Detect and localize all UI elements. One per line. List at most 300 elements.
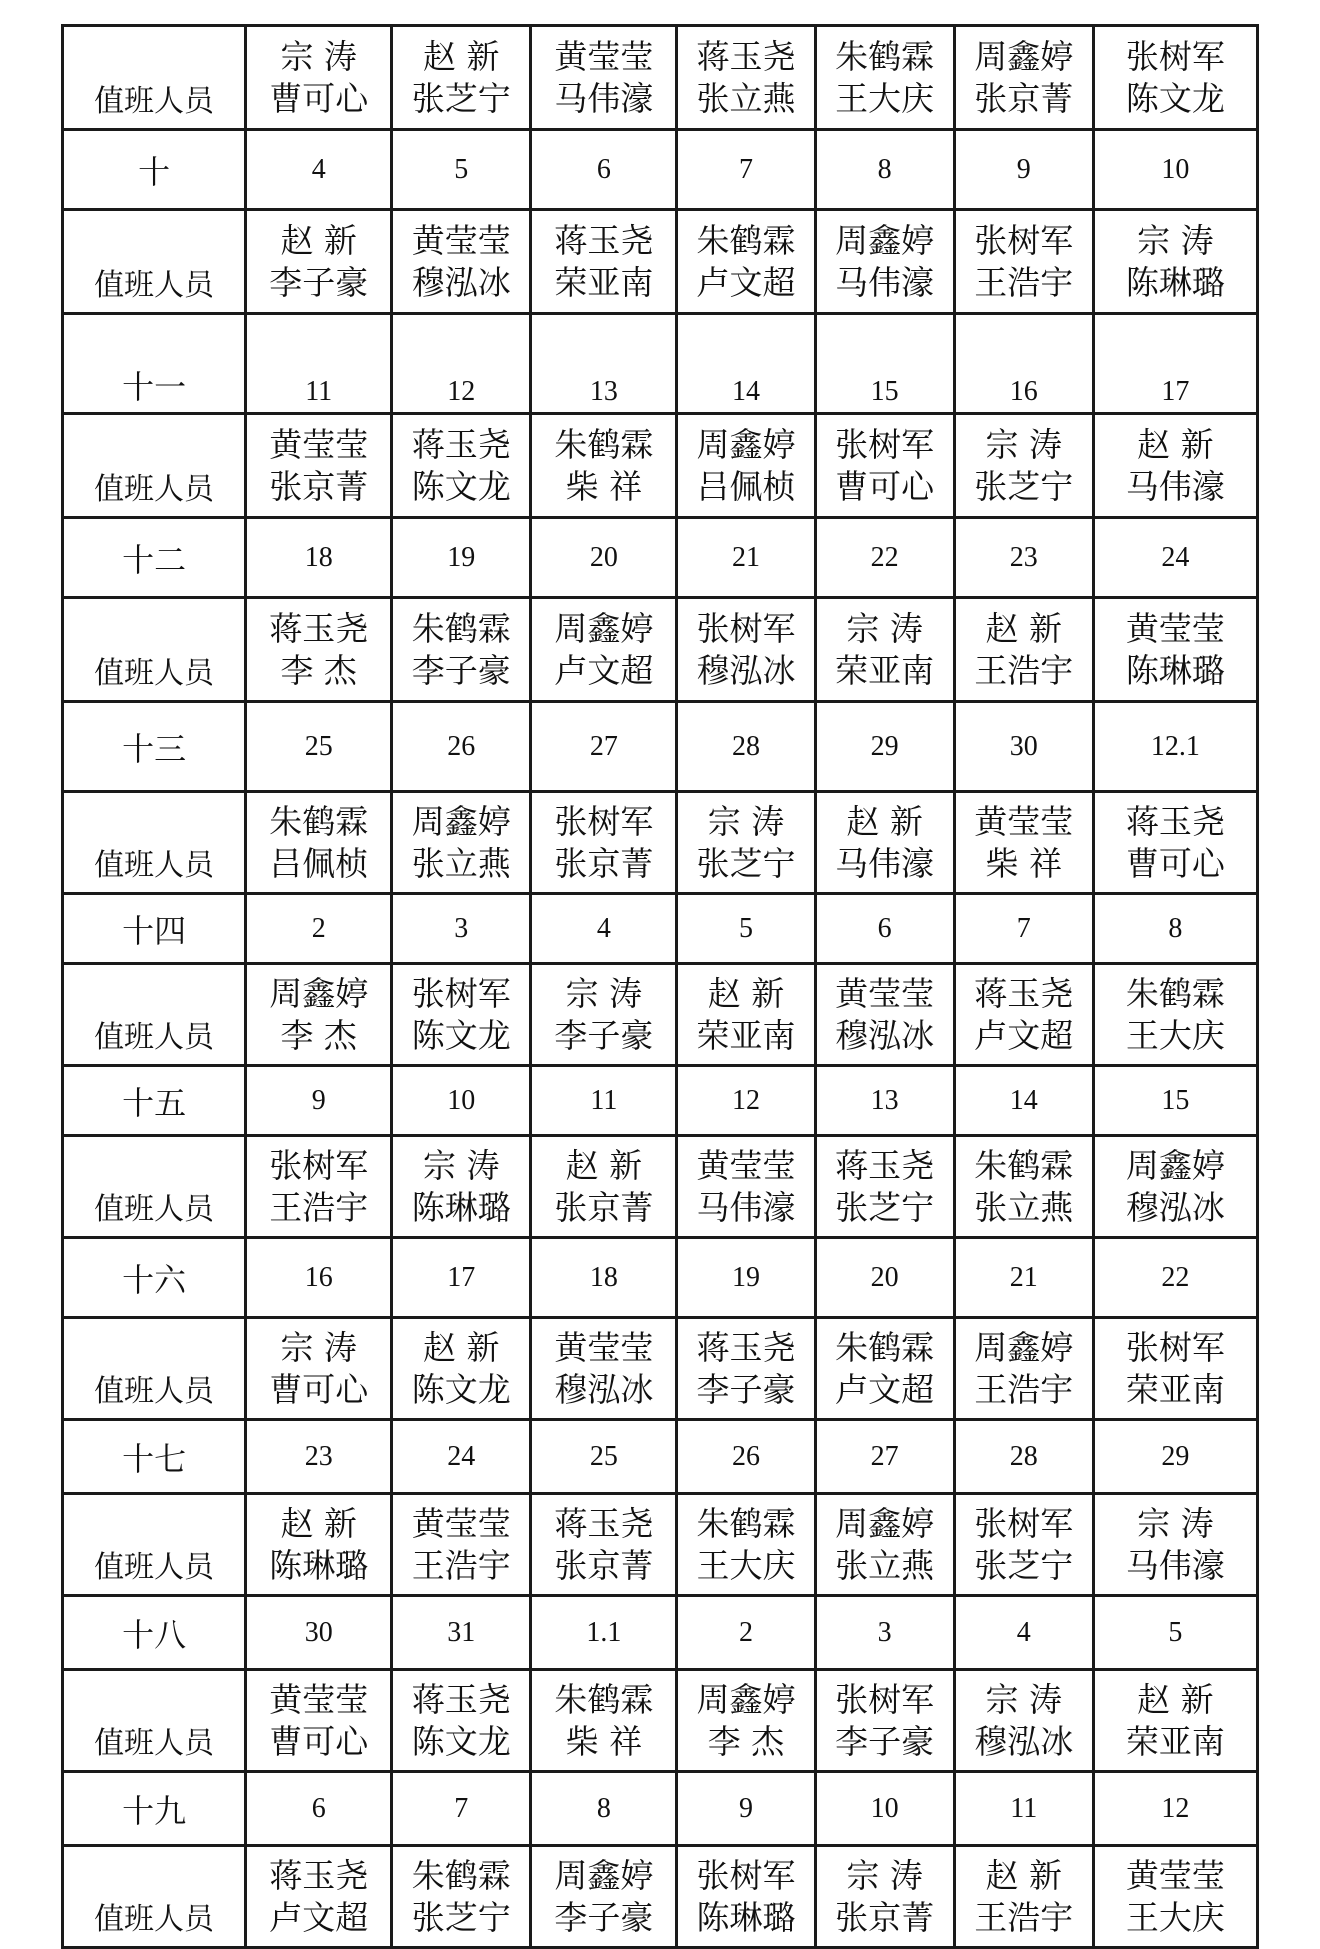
week-number: 十四 bbox=[63, 894, 246, 964]
week-dates-row bbox=[63, 130, 1258, 210]
staff-name: 李 杰 bbox=[280, 650, 357, 690]
staff-name: 荣亚南 bbox=[1125, 1369, 1225, 1409]
staff-name: 李 杰 bbox=[707, 1721, 785, 1761]
duty-names-cell bbox=[1093, 1846, 1257, 1948]
staff-name: 吕佩桢 bbox=[269, 843, 369, 883]
staff-name: 李子豪 bbox=[835, 1721, 935, 1761]
date-cell: 28 bbox=[677, 702, 815, 792]
staff-name: 穆泓冰 bbox=[835, 1015, 935, 1055]
staff-name: 穆泓冰 bbox=[411, 262, 511, 302]
staff-name: 黄莹莹 bbox=[269, 424, 369, 464]
duty-staff-label: 值班人员 bbox=[63, 964, 246, 1066]
week-number: 十二 bbox=[63, 518, 246, 598]
duty-names-cell bbox=[1093, 598, 1257, 702]
staff-name: 卢文超 bbox=[554, 650, 654, 690]
date-cell: 8 bbox=[531, 1772, 677, 1846]
duty-names-cell bbox=[954, 210, 1093, 314]
duty-names-cell bbox=[1093, 1136, 1257, 1238]
staff-name: 宗 涛 bbox=[280, 36, 357, 76]
staff-name: 陈琳璐 bbox=[269, 1545, 369, 1585]
date-cell: 12.1 bbox=[1093, 702, 1257, 792]
date-cell: 20 bbox=[815, 1238, 954, 1318]
duty-names-cell bbox=[954, 1846, 1093, 1948]
staff-name: 朱鹤霖 bbox=[696, 1503, 796, 1543]
duty-names-cell bbox=[392, 1494, 531, 1596]
staff-name: 黄莹莹 bbox=[554, 1327, 654, 1367]
staff-name: 朱鹤霖 bbox=[269, 801, 369, 841]
duty-staff-label: 值班人员 bbox=[63, 1136, 246, 1238]
date-cell: 29 bbox=[815, 702, 954, 792]
duty-names-cell bbox=[1093, 1670, 1257, 1772]
duty-names-cell bbox=[531, 964, 677, 1066]
week-number: 十三 bbox=[63, 702, 246, 792]
duty-names-cell bbox=[246, 1846, 392, 1948]
date-cell: 10 bbox=[392, 1066, 531, 1136]
staff-name: 张京菁 bbox=[269, 466, 369, 506]
staff-name: 周鑫婷 bbox=[411, 801, 511, 841]
date-cell: 30 bbox=[954, 702, 1093, 792]
staff-name: 张芝宁 bbox=[411, 78, 511, 118]
duty-names-cell bbox=[392, 964, 531, 1066]
date-cell: 15 bbox=[815, 314, 954, 414]
roster-body bbox=[63, 26, 1258, 1948]
date-cell: 3 bbox=[815, 1596, 954, 1670]
duty-names-cell bbox=[815, 598, 954, 702]
date-cell: 26 bbox=[392, 702, 531, 792]
staff-name: 赵 新 bbox=[280, 1503, 357, 1543]
staff-name: 李子豪 bbox=[554, 1897, 654, 1937]
date-cell: 23 bbox=[246, 1420, 392, 1494]
staff-name: 张树军 bbox=[1125, 1327, 1225, 1367]
date-cell: 27 bbox=[531, 702, 677, 792]
date-cell: 21 bbox=[677, 518, 815, 598]
duty-names-cell bbox=[246, 1136, 392, 1238]
week-dates-row bbox=[63, 1420, 1258, 1494]
date-cell: 25 bbox=[531, 1420, 677, 1494]
date-cell: 12 bbox=[677, 1066, 815, 1136]
staff-name: 张芝宁 bbox=[835, 1187, 935, 1227]
week-dates-row bbox=[63, 1238, 1258, 1318]
duty-names-cell bbox=[246, 1670, 392, 1772]
staff-name: 穆泓冰 bbox=[554, 1369, 654, 1409]
staff-name: 马伟濠 bbox=[835, 262, 935, 302]
week-number: 十 bbox=[63, 130, 246, 210]
duty-staff-label: 值班人员 bbox=[63, 598, 246, 702]
duty-names-cell bbox=[1093, 792, 1257, 894]
date-cell: 8 bbox=[1093, 894, 1257, 964]
staff-name: 赵 新 bbox=[846, 801, 923, 841]
staff-name: 赵 新 bbox=[985, 1855, 1062, 1895]
staff-name: 宗 涛 bbox=[1137, 220, 1214, 260]
staff-name: 曹可心 bbox=[269, 1369, 369, 1409]
duty-names-cell bbox=[392, 792, 531, 894]
duty-names-cell bbox=[246, 792, 392, 894]
staff-name: 朱鹤霖 bbox=[411, 608, 511, 648]
duty-names-row bbox=[63, 414, 1258, 518]
staff-name: 张芝宁 bbox=[411, 1897, 511, 1937]
duty-names-cell bbox=[677, 1136, 815, 1238]
date-cell: 5 bbox=[392, 130, 531, 210]
staff-name: 马伟濠 bbox=[1125, 1545, 1225, 1585]
staff-name: 陈琳璐 bbox=[411, 1187, 511, 1227]
duty-staff-label: 值班人员 bbox=[63, 792, 246, 894]
staff-name: 张树军 bbox=[411, 973, 511, 1013]
date-cell: 24 bbox=[392, 1420, 531, 1494]
duty-names-cell bbox=[954, 598, 1093, 702]
staff-name: 黄莹莹 bbox=[411, 220, 511, 260]
date-cell: 3 bbox=[392, 894, 531, 964]
staff-name: 陈琳璐 bbox=[1125, 262, 1225, 302]
staff-name: 李 杰 bbox=[280, 1015, 357, 1055]
week-dates-row bbox=[63, 518, 1258, 598]
duty-names-row bbox=[63, 210, 1258, 314]
staff-name: 陈琳璐 bbox=[696, 1897, 796, 1937]
staff-name: 张京菁 bbox=[835, 1897, 935, 1937]
staff-name: 朱鹤霖 bbox=[835, 1327, 935, 1367]
staff-name: 赵 新 bbox=[985, 608, 1062, 648]
duty-staff-label: 值班人员 bbox=[63, 26, 246, 130]
duty-names-cell bbox=[815, 414, 954, 518]
date-cell: 28 bbox=[954, 1420, 1093, 1494]
staff-name: 李子豪 bbox=[269, 262, 369, 302]
date-cell: 16 bbox=[954, 314, 1093, 414]
date-cell: 21 bbox=[954, 1238, 1093, 1318]
date-cell: 12 bbox=[1093, 1772, 1257, 1846]
date-cell: 5 bbox=[1093, 1596, 1257, 1670]
staff-name: 宗 涛 bbox=[707, 801, 785, 841]
duty-staff-label: 值班人员 bbox=[63, 210, 246, 314]
staff-name: 王大庆 bbox=[1125, 1897, 1225, 1937]
staff-name: 马伟濠 bbox=[1125, 466, 1225, 506]
staff-name: 张芝宁 bbox=[974, 1545, 1074, 1585]
date-cell: 6 bbox=[815, 894, 954, 964]
staff-name: 陈文龙 bbox=[1125, 78, 1225, 118]
staff-name: 周鑫婷 bbox=[554, 1855, 654, 1895]
staff-name: 王大庆 bbox=[835, 78, 935, 118]
duty-names-row bbox=[63, 598, 1258, 702]
date-cell: 19 bbox=[392, 518, 531, 598]
staff-name: 朱鹤霖 bbox=[1125, 973, 1225, 1013]
duty-names-cell bbox=[531, 414, 677, 518]
staff-name: 蒋玉尧 bbox=[269, 1855, 369, 1895]
staff-name: 曹可心 bbox=[835, 466, 935, 506]
duty-names-cell bbox=[531, 1318, 677, 1420]
date-cell: 22 bbox=[815, 518, 954, 598]
duty-staff-label: 值班人员 bbox=[63, 414, 246, 518]
staff-name: 王浩宇 bbox=[974, 1897, 1074, 1937]
staff-name: 蒋玉尧 bbox=[554, 220, 654, 260]
duty-names-cell bbox=[677, 1846, 815, 1948]
duty-names-cell bbox=[954, 964, 1093, 1066]
date-cell: 8 bbox=[815, 130, 954, 210]
date-cell: 25 bbox=[246, 702, 392, 792]
staff-name: 蒋玉尧 bbox=[974, 973, 1074, 1013]
staff-name: 周鑫婷 bbox=[1125, 1145, 1225, 1185]
duty-names-cell bbox=[677, 1494, 815, 1596]
duty-names-cell bbox=[677, 964, 815, 1066]
week-number: 十六 bbox=[63, 1238, 246, 1318]
duty-names-cell bbox=[677, 1670, 815, 1772]
week-dates-row bbox=[63, 314, 1258, 414]
date-cell: 10 bbox=[1093, 130, 1257, 210]
staff-name: 黄莹莹 bbox=[835, 973, 935, 1013]
duty-names-cell bbox=[392, 1136, 531, 1238]
date-cell: 4 bbox=[954, 1596, 1093, 1670]
date-cell: 1.1 bbox=[531, 1596, 677, 1670]
duty-names-cell bbox=[392, 1318, 531, 1420]
staff-name: 柴 祥 bbox=[565, 1721, 643, 1761]
staff-name: 朱鹤霖 bbox=[411, 1855, 511, 1895]
staff-name: 陈文龙 bbox=[411, 1369, 511, 1409]
duty-roster-table bbox=[61, 24, 1259, 1949]
staff-name: 陈文龙 bbox=[411, 1721, 511, 1761]
duty-names-cell bbox=[392, 1846, 531, 1948]
duty-names-cell bbox=[531, 1846, 677, 1948]
staff-name: 李子豪 bbox=[554, 1015, 654, 1055]
staff-name: 赵 新 bbox=[1137, 1679, 1214, 1719]
week-number: 十八 bbox=[63, 1596, 246, 1670]
duty-names-row bbox=[63, 964, 1258, 1066]
duty-names-cell bbox=[954, 792, 1093, 894]
staff-name: 赵 新 bbox=[1137, 424, 1214, 464]
date-cell: 30 bbox=[246, 1596, 392, 1670]
date-cell: 31 bbox=[392, 1596, 531, 1670]
duty-names-cell bbox=[954, 414, 1093, 518]
duty-names-cell bbox=[246, 964, 392, 1066]
date-cell: 11 bbox=[246, 314, 392, 414]
duty-names-cell bbox=[246, 1494, 392, 1596]
staff-name: 荣亚南 bbox=[1125, 1721, 1225, 1761]
staff-name: 宗 涛 bbox=[846, 1855, 923, 1895]
staff-name: 张京菁 bbox=[554, 1545, 654, 1585]
staff-name: 张芝宁 bbox=[696, 843, 796, 883]
duty-names-cell bbox=[246, 210, 392, 314]
duty-names-cell bbox=[392, 598, 531, 702]
duty-names-cell bbox=[246, 598, 392, 702]
staff-name: 周鑫婷 bbox=[835, 1503, 935, 1543]
staff-name: 张芝宁 bbox=[974, 466, 1074, 506]
duty-names-cell bbox=[531, 1670, 677, 1772]
date-cell: 7 bbox=[677, 130, 815, 210]
duty-names-cell bbox=[392, 414, 531, 518]
staff-name: 蒋玉尧 bbox=[411, 1679, 511, 1719]
staff-name: 宗 涛 bbox=[846, 608, 923, 648]
date-cell: 12 bbox=[392, 314, 531, 414]
staff-name: 朱鹤霖 bbox=[554, 424, 654, 464]
staff-name: 张树军 bbox=[974, 220, 1074, 260]
date-cell: 6 bbox=[246, 1772, 392, 1846]
staff-name: 王浩宇 bbox=[411, 1545, 511, 1585]
staff-name: 张树军 bbox=[696, 608, 796, 648]
staff-name: 宗 涛 bbox=[1137, 1503, 1214, 1543]
staff-name: 王大庆 bbox=[696, 1545, 796, 1585]
duty-names-cell bbox=[954, 1670, 1093, 1772]
duty-names-cell bbox=[392, 26, 531, 130]
date-cell: 16 bbox=[246, 1238, 392, 1318]
staff-name: 穆泓冰 bbox=[696, 650, 796, 690]
staff-name: 卢文超 bbox=[696, 262, 796, 302]
week-dates-row bbox=[63, 702, 1258, 792]
duty-names-cell bbox=[1093, 26, 1257, 130]
staff-name: 李子豪 bbox=[696, 1369, 796, 1409]
staff-name: 宗 涛 bbox=[423, 1145, 500, 1185]
staff-name: 蒋玉尧 bbox=[269, 608, 369, 648]
staff-name: 黄莹莹 bbox=[269, 1679, 369, 1719]
staff-name: 荣亚南 bbox=[696, 1015, 796, 1055]
duty-names-cell bbox=[1093, 210, 1257, 314]
duty-names-cell bbox=[1093, 1318, 1257, 1420]
staff-name: 周鑫婷 bbox=[974, 36, 1074, 76]
duty-names-row bbox=[63, 26, 1258, 130]
staff-name: 黄莹莹 bbox=[1125, 608, 1225, 648]
duty-names-cell bbox=[677, 598, 815, 702]
staff-name: 张立燕 bbox=[411, 843, 511, 883]
duty-names-row bbox=[63, 1318, 1258, 1420]
staff-name: 蒋玉尧 bbox=[554, 1503, 654, 1543]
week-dates-row bbox=[63, 1066, 1258, 1136]
date-cell: 17 bbox=[1093, 314, 1257, 414]
staff-name: 黄莹莹 bbox=[1125, 1855, 1225, 1895]
date-cell: 13 bbox=[531, 314, 677, 414]
duty-names-cell bbox=[531, 1494, 677, 1596]
date-cell: 18 bbox=[246, 518, 392, 598]
date-cell: 4 bbox=[246, 130, 392, 210]
duty-names-cell bbox=[815, 1846, 954, 1948]
staff-name: 王浩宇 bbox=[269, 1187, 369, 1227]
date-cell: 14 bbox=[954, 1066, 1093, 1136]
staff-name: 曹可心 bbox=[269, 78, 369, 118]
duty-names-cell bbox=[677, 26, 815, 130]
date-cell: 9 bbox=[246, 1066, 392, 1136]
staff-name: 卢文超 bbox=[269, 1897, 369, 1937]
staff-name: 马伟濠 bbox=[835, 843, 935, 883]
duty-staff-label: 值班人员 bbox=[63, 1846, 246, 1948]
duty-names-cell bbox=[815, 792, 954, 894]
duty-names-cell bbox=[677, 210, 815, 314]
staff-name: 朱鹤霖 bbox=[696, 220, 796, 260]
date-cell: 26 bbox=[677, 1420, 815, 1494]
date-cell: 18 bbox=[531, 1238, 677, 1318]
duty-names-cell bbox=[954, 1136, 1093, 1238]
staff-name: 卢文超 bbox=[835, 1369, 935, 1409]
date-cell: 5 bbox=[677, 894, 815, 964]
staff-name: 王浩宇 bbox=[974, 262, 1074, 302]
week-dates-row bbox=[63, 1596, 1258, 1670]
staff-name: 柴 祥 bbox=[985, 843, 1062, 883]
duty-names-cell bbox=[815, 1494, 954, 1596]
week-dates-row bbox=[63, 894, 1258, 964]
duty-names-row bbox=[63, 1846, 1258, 1948]
date-cell: 9 bbox=[677, 1772, 815, 1846]
staff-name: 张树军 bbox=[554, 801, 654, 841]
date-cell: 6 bbox=[531, 130, 677, 210]
staff-name: 李子豪 bbox=[411, 650, 511, 690]
date-cell: 27 bbox=[815, 1420, 954, 1494]
staff-name: 柴 祥 bbox=[565, 466, 643, 506]
date-cell: 20 bbox=[531, 518, 677, 598]
duty-names-cell bbox=[677, 792, 815, 894]
staff-name: 马伟濠 bbox=[554, 78, 654, 118]
staff-name: 张树军 bbox=[974, 1503, 1074, 1543]
duty-names-cell bbox=[392, 1670, 531, 1772]
duty-names-cell bbox=[954, 1318, 1093, 1420]
date-cell: 7 bbox=[392, 1772, 531, 1846]
duty-names-cell bbox=[815, 210, 954, 314]
duty-names-cell bbox=[531, 598, 677, 702]
staff-name: 宗 涛 bbox=[985, 424, 1062, 464]
date-cell: 2 bbox=[677, 1596, 815, 1670]
staff-name: 王大庆 bbox=[1125, 1015, 1225, 1055]
week-number: 十一 bbox=[63, 314, 246, 414]
staff-name: 陈文龙 bbox=[411, 466, 511, 506]
staff-name: 赵 新 bbox=[423, 36, 500, 76]
staff-name: 张京菁 bbox=[554, 1187, 654, 1227]
duty-names-cell bbox=[815, 1318, 954, 1420]
duty-names-cell bbox=[531, 792, 677, 894]
staff-name: 蒋玉尧 bbox=[1125, 801, 1225, 841]
week-dates-row bbox=[63, 1772, 1258, 1846]
duty-names-cell bbox=[954, 26, 1093, 130]
week-number: 十五 bbox=[63, 1066, 246, 1136]
duty-names-cell bbox=[531, 1136, 677, 1238]
staff-name: 张立燕 bbox=[696, 78, 796, 118]
date-cell: 10 bbox=[815, 1772, 954, 1846]
staff-name: 赵 新 bbox=[280, 220, 357, 260]
staff-name: 张京菁 bbox=[554, 843, 654, 883]
staff-name: 张树军 bbox=[835, 424, 935, 464]
staff-name: 蒋玉尧 bbox=[696, 36, 796, 76]
date-cell: 4 bbox=[531, 894, 677, 964]
staff-name: 蒋玉尧 bbox=[696, 1327, 796, 1367]
staff-name: 赵 新 bbox=[423, 1327, 500, 1367]
duty-staff-label: 值班人员 bbox=[63, 1318, 246, 1420]
staff-name: 周鑫婷 bbox=[835, 220, 935, 260]
duty-names-cell bbox=[815, 26, 954, 130]
duty-names-cell bbox=[246, 414, 392, 518]
duty-names-row bbox=[63, 792, 1258, 894]
staff-name: 黄莹莹 bbox=[411, 1503, 511, 1543]
staff-name: 曹可心 bbox=[269, 1721, 369, 1761]
staff-name: 黄莹莹 bbox=[696, 1145, 796, 1185]
staff-name: 赵 新 bbox=[707, 973, 785, 1013]
staff-name: 吕佩桢 bbox=[696, 466, 796, 506]
staff-name: 朱鹤霖 bbox=[835, 36, 935, 76]
staff-name: 张立燕 bbox=[835, 1545, 935, 1585]
duty-names-cell bbox=[815, 1136, 954, 1238]
date-cell: 7 bbox=[954, 894, 1093, 964]
duty-names-row bbox=[63, 1136, 1258, 1238]
duty-names-cell bbox=[392, 210, 531, 314]
week-number: 十九 bbox=[63, 1772, 246, 1846]
staff-name: 穆泓冰 bbox=[1125, 1187, 1225, 1227]
date-cell: 14 bbox=[677, 314, 815, 414]
staff-name: 张树军 bbox=[835, 1679, 935, 1719]
duty-names-row bbox=[63, 1494, 1258, 1596]
duty-names-cell bbox=[1093, 1494, 1257, 1596]
staff-name: 张树军 bbox=[696, 1855, 796, 1895]
staff-name: 马伟濠 bbox=[696, 1187, 796, 1227]
week-number: 十七 bbox=[63, 1420, 246, 1494]
staff-name: 宗 涛 bbox=[985, 1679, 1062, 1719]
staff-name: 荣亚南 bbox=[554, 262, 654, 302]
staff-name: 荣亚南 bbox=[835, 650, 935, 690]
staff-name: 周鑫婷 bbox=[696, 424, 796, 464]
staff-name: 黄莹莹 bbox=[974, 801, 1074, 841]
date-cell: 24 bbox=[1093, 518, 1257, 598]
duty-names-cell bbox=[531, 26, 677, 130]
staff-name: 朱鹤霖 bbox=[554, 1679, 654, 1719]
staff-name: 黄莹莹 bbox=[554, 36, 654, 76]
